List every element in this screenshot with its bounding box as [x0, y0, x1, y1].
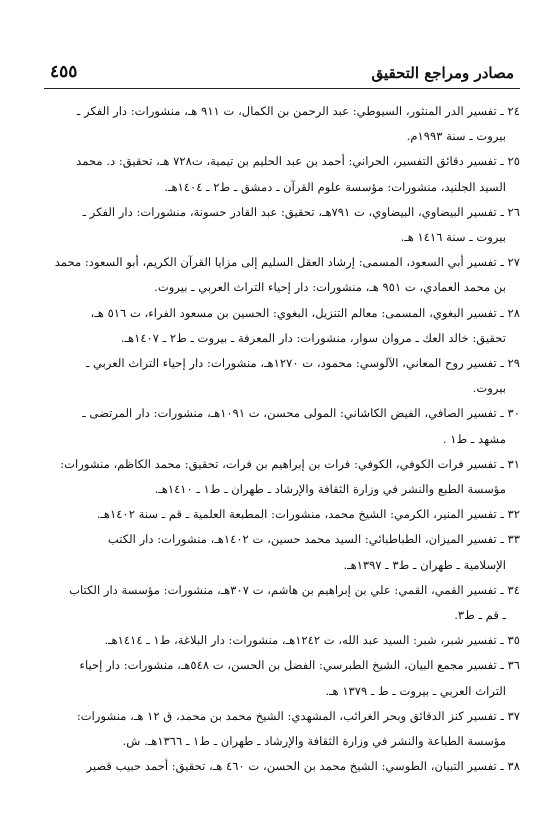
reference-line: ٣١ ـ تفسير فرات الكوفي، الكوفي: فرات بن إبراهيم بن فرات، تحقيق: محمد الكاظم، منشورات: — [60, 456, 520, 471]
reference-line: ٢٤ ـ تفسير الدر المنثور، السيوطي: عبد الرحمن بن الكمال، ت ٩١١ هـ، منشورات: دار الفكر ـ — [76, 104, 520, 118]
reference-line: ٣٣ ـ تفسير الميزان، الطباطبائي: السيد محمد حسين، ت ١٤٠٢هـ، منشورات: دار الكتب — [107, 532, 520, 547]
reference-line: ٢٩ ـ تفسير روح المعاني، الآلوسي: محمود، ت ١٢٧٠هـ، منشورات: دار إحياء التراث العربي ـ — [85, 356, 520, 371]
reference-continuation-line: التراث العربي ـ بيروت ـ ط ـ ١٣٧٩ هـ. — [325, 683, 506, 698]
reference-continuation-line: الإسلامية ـ طهران ـ ط٣ ـ ١٣٩٧هـ. — [343, 557, 506, 572]
reference-line: ٢٨ ـ تفسير البغوي، المسمى: معالم التنزيل، البغوي: الحسين بن مسعود الفراء، ت ٥١٦ هـ، — [90, 305, 520, 320]
reference-entry — [44, 754, 520, 779]
reference-line: ٢٥ ـ تفسير دقائق التفسير، الحراني: أحمد بن عبد الحليم بن تيمية، ت٧٢٨ هـ، تحقيق: د. محمد — [76, 154, 520, 169]
reference-entry — [44, 653, 520, 703]
reference-entry — [44, 149, 520, 199]
reference-line: ٣٥ ـ تفسير شبر، شبر: السيد عبد الله، ت ١٢٤٢هـ، منشورات: دار البلاغة، ط١ ـ ١٤١٤هـ. — [104, 633, 520, 648]
reference-entry — [44, 301, 520, 351]
reference-line: ٣٢ ـ تفسير المنير، الكرمي: الشيخ محمد، منشورات: المطبعة العلمية ـ قم ـ سنة ١٤٠٢هـ. — [96, 507, 520, 522]
reference-entry — [44, 527, 520, 577]
reference-continuation-line: بيروت ـ سنة ١٩٩٣م. — [406, 129, 506, 144]
reference-entry — [44, 99, 520, 149]
reference-continuation-line: السيد الجلنيد، منشورات: مؤسسة علوم القرآن ـ دمشق ـ ط٢ ـ ١٤٠٤هـ. — [164, 179, 506, 194]
reference-line: ٣٦ ـ تفسير مجمع البيان، الشيخ الطبرسي: الفضل بن الحسن، ت ٥٤٨هـ، منشورات: دار إحياء — [79, 658, 520, 673]
reference-continuation-line: تحقيق: خالد العك ـ مروان سوار، منشورات: دار المعرفة ـ بيروت ـ ط٢ ـ ١٤٠٧هـ. — [120, 330, 506, 345]
reference-continuation-line: مؤسسة الطبع والنشر في وزارة الثقافة والإرشاد ـ طهران ـ ط١ ـ ١٤١٠هـ. — [154, 482, 506, 497]
reference-continuation-line: مشهد ـ ط١ . — [442, 431, 506, 446]
reference-entry — [44, 452, 520, 502]
reference-line: ٣٨ ـ تفسير التبيان، الطوسي: الشيخ محمد بن الحسن، ت ٤٦٠ هـ، تحقيق: أحمد حبيب قصير — [86, 759, 520, 774]
reference-line: ٣٠ ـ تفسير الصافي، الفيض الكاشاني: المولى محسن، ت ١٠٩١هـ، منشورات: دار المرتضى ـ — [82, 406, 520, 421]
page-number: ٤٥٥ — [50, 62, 78, 82]
reference-entry — [44, 401, 520, 451]
header-rule — [44, 88, 520, 89]
reference-entry — [44, 200, 520, 250]
reference-entry — [44, 502, 520, 527]
reference-continuation-line: بيروت. — [472, 381, 506, 396]
reference-line: ٢٦ ـ تفسير البيضاوي، البيضاوي، ت ٧٩١هـ، تحقيق: عبد القادر حسونة، منشورات: دار الفكر ـ — [82, 204, 520, 219]
running-title: مصادر ومراجع التحقيق — [371, 64, 514, 82]
reference-entry — [44, 704, 520, 754]
reference-entry — [44, 250, 520, 300]
reference-line: ٣٧ ـ تفسير كنز الدقائق وبحر الغرائب، المشهدي: الشيخ محمد بن محمد، ق ١٢ هـ، منشورات: — [76, 708, 520, 723]
reference-entry — [44, 351, 520, 401]
reference-continuation-line: مؤسسة الطباعة والنشر في وزارة الثقافة والإرشاد ـ طهران ـ ط١ ـ ١٣٦٦هـ. ش. — [122, 734, 506, 749]
reference-line: ٣٤ ـ تفسير القمي، القمي: علي بن إبراهيم بن هاشم، ت ٣٠٧هـ، منشورات: مؤسسة دار الكتاب — [69, 582, 520, 597]
page-header — [44, 60, 520, 86]
references-list — [44, 99, 520, 779]
reference-line: ٢٧ ـ تفسير أبي السعود، المسمى: إرشاد العقل السليم إلى مزايا القرآن الكريم، أبو السعود: محمد — [54, 255, 520, 270]
reference-entry — [44, 628, 520, 653]
reference-entry — [44, 578, 520, 628]
reference-continuation-line: ـ قم ـ ط٣. — [454, 608, 506, 623]
reference-continuation-line: بيروت ـ سنة ١٤١٦ هـ. — [400, 230, 506, 245]
reference-continuation-line: بن محمد العمادي، ت ٩٥١ هـ، منشورات: دار إحياء التراث العربي ـ بيروت. — [154, 280, 506, 295]
